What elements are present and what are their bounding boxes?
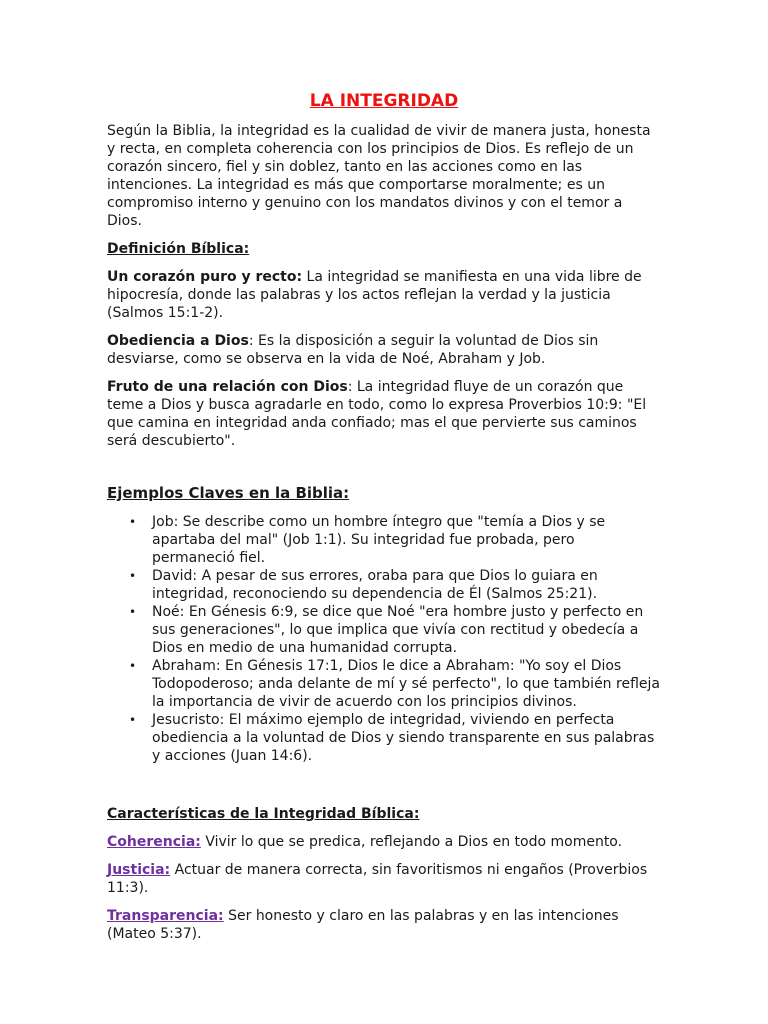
list-item — [129, 711, 661, 765]
bullet-icon: • — [129, 515, 137, 529]
characteristic-item — [107, 833, 661, 851]
definition-text: : Es la disposición a seguir la voluntad de Dios sin desviarse, como se observa en la vida de Noé, Abraham y Job. — [107, 333, 599, 367]
characteristic-term: Justicia: — [107, 862, 171, 878]
definition-term: Fruto de una relación con Dios — [107, 379, 348, 395]
page-title: LA INTEGRIDAD — [309, 91, 459, 111]
characteristic-item — [107, 907, 661, 943]
characteristic-term: Coherencia: — [107, 834, 201, 850]
characteristic-text: Actuar de manera correcta, sin favoritismos ni engaños (Proverbios 11:3). — [107, 862, 648, 896]
definition-item — [107, 332, 661, 368]
list-item — [129, 513, 661, 567]
characteristic-term: Transparencia: — [107, 908, 224, 924]
definition-term: Obediencia a Dios — [107, 333, 249, 349]
characteristic-text: Vivir lo que se predica, reflejando a Dios en todo momento. — [200, 834, 623, 850]
list-item — [129, 657, 661, 711]
characteristic-text: Ser honesto y claro en las palabras y en las intenciones (Mateo 5:37). — [107, 908, 619, 942]
definition-heading: Definición Bíblica: — [107, 241, 250, 257]
definition-text: La integridad se manifiesta en una vida libre de hipocresía, donde las palabras y los actos reflejan la verdad y la justicia (Salmos 15:1-2). — [107, 269, 642, 321]
characteristic-item — [107, 861, 661, 897]
list-item — [129, 603, 661, 657]
definition-term: Un corazón puro y recto: — [107, 269, 303, 285]
definition-item — [107, 268, 661, 322]
list-item-text: Abraham: En Génesis 17:1, Dios le dice a Abraham: "Yo soy el Dios Todopoderoso; anda delante de mí y sé perfecto", lo que también refleja la importancia de vivir de acuerdo con los principios divinos. — [152, 658, 660, 710]
examples-heading — [107, 484, 661, 502]
list-item-text: Jesucristo: El máximo ejemplo de integridad, viviendo en perfecta obediencia a la voluntad de Dios y siendo transparente en sus palabras y acciones (Juan 14:6). — [152, 712, 655, 764]
definition-text: : La integridad fluye de un corazón que teme a Dios y busca agradarle en todo, como lo expresa Proverbios 10:9: "El que camina en integridad anda confiado; mas el que pervierte sus caminos será descubierto". — [107, 379, 647, 449]
definition-item — [107, 378, 661, 450]
list-item-text: Noé: En Génesis 6:9, se dice que Noé "era hombre justo y perfecto en sus generaciones", lo que implica que vivía con rectitud y obedecía a Dios en medio de una humanidad corrupta. — [152, 604, 644, 656]
bullet-icon: • — [129, 605, 137, 619]
list-item-text: Job: Se describe como un hombre íntegro que "temía a Dios y se apartaba del mal" (Job 1:1). Su integridad fue probada, pero permaneció fiel. — [152, 514, 606, 566]
characteristics-heading: Características de la Integridad Bíblica: — [107, 806, 420, 822]
examples-heading-text: Ejemplos Claves en la Biblia: — [107, 484, 350, 502]
bullet-icon: • — [129, 713, 137, 727]
list-item-text: David: A pesar de sus errores, oraba para que Dios lo guiara en integridad, reconociendo su dependencia de Él (Salmos 25:21). — [152, 568, 598, 602]
bullet-icon: • — [129, 659, 137, 673]
list-item — [129, 567, 661, 603]
intro-paragraph: Según la Biblia, la integridad es la cualidad de vivir de manera justa, honesta y recta, en completa coherencia con los principios de Dios. Es reflejo de un corazón sincero, fiel y sin doblez, tanto en las acciones como en las intenciones. La integridad es más que comportarse moralmente; es un compromiso interno y genuino con los mandatos divinos y con el temor a Dios. — [107, 123, 651, 229]
bullet-icon: • — [129, 569, 137, 583]
examples-list — [107, 513, 661, 765]
